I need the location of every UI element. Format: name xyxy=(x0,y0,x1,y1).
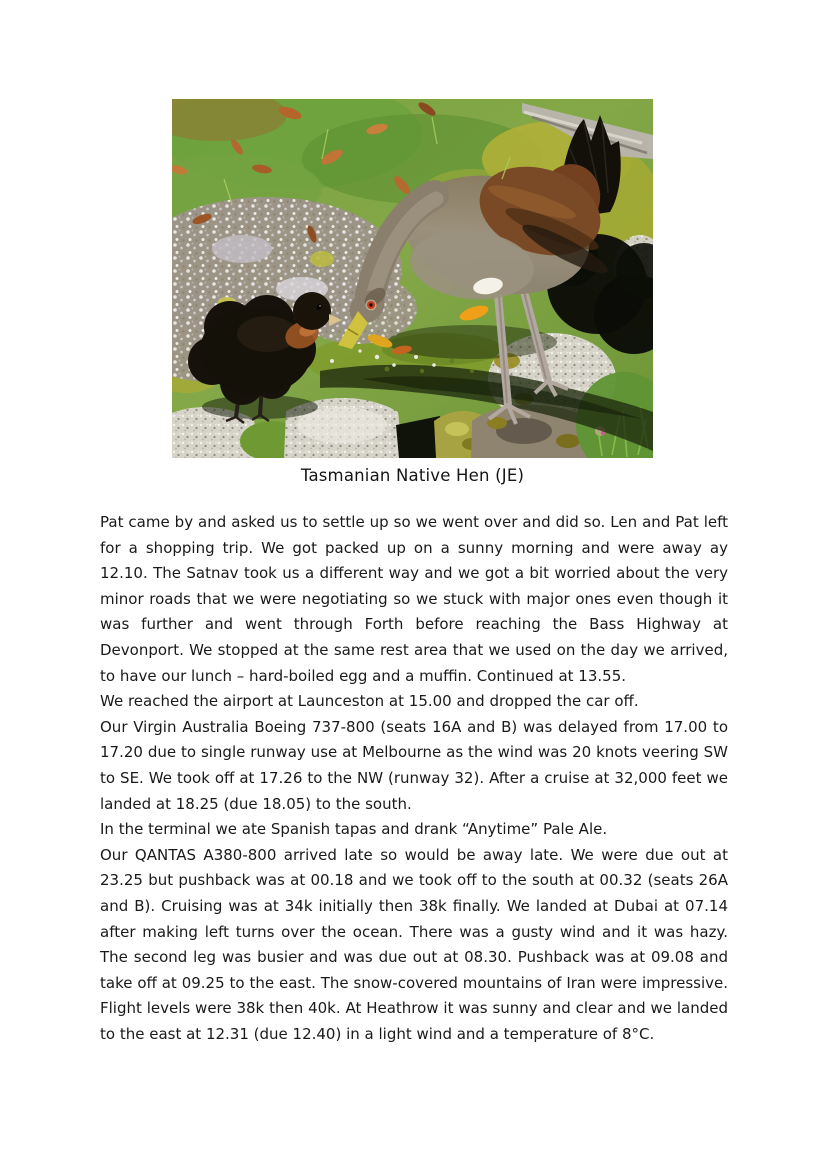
diary-text xyxy=(100,510,728,1047)
photo-caption: Tasmanian Native Hen (JE) xyxy=(300,466,525,485)
native-hen-illustration xyxy=(172,99,653,458)
native-hen-figure xyxy=(172,99,653,485)
diary-paragraph-2: We reached the airport at Launceston at 15.00 and dropped the car off. xyxy=(100,692,639,711)
diary-paragraph-3: Our Virgin Australia Boeing 737-800 (seats 16A and B) was delayed from 17.00 to 17.20 due to single runway use at Melbourne as the wind was 20 knots veering SW to SE. We took off at 17.26 to the NW (runway 32). After a cruise at 32,000 feet we landed at 18.25 (due 18.05) to the south. xyxy=(100,717,728,813)
diary-paragraph-4: In the terminal we ate Spanish tapas and drank “Anytime” Pale Ale. xyxy=(100,820,608,839)
diary-paragraph-5: Our QANTAS A380-800 arrived late so would be away late. We were due out at 23.25 but pushback was at 00.18 and we took off to the south at 00.32 (seats 26A and B). Cruising was at 34k initially then 38k finally. We landed at Dubai at 07.14 after making left turns over the ocean. There was a gusty wind and it was hazy. The second leg was busier and was due out at 08.30. Pushback was at 09.08 and take off at 09.25 to the east. The snow-covered mountains of Iran were impressive. Flight levels were 38k then 40k. At Heathrow it was sunny and clear and we landed to the east at 12.31 (due 12.40) in a light wind and a temperature of 8°C. xyxy=(100,845,728,1043)
diary-paragraph-1: Pat came by and asked us to settle up so we went over and did so. Len and Pat left for a shopping trip. We got packed up on a sunny morning and were away ay 12.10. The Satnav took us a different way and we got a bit worried about the very minor roads that we were negotiating so we stuck with major ones even though it was further and went through Forth before reaching the Bass Highway at Devonport. We stopped at the same rest area that we used on the day we arrived, to have our lunch – hard-boiled egg and a muffin. Continued at 13.55. xyxy=(100,513,728,685)
native-hen-photo xyxy=(172,99,653,458)
